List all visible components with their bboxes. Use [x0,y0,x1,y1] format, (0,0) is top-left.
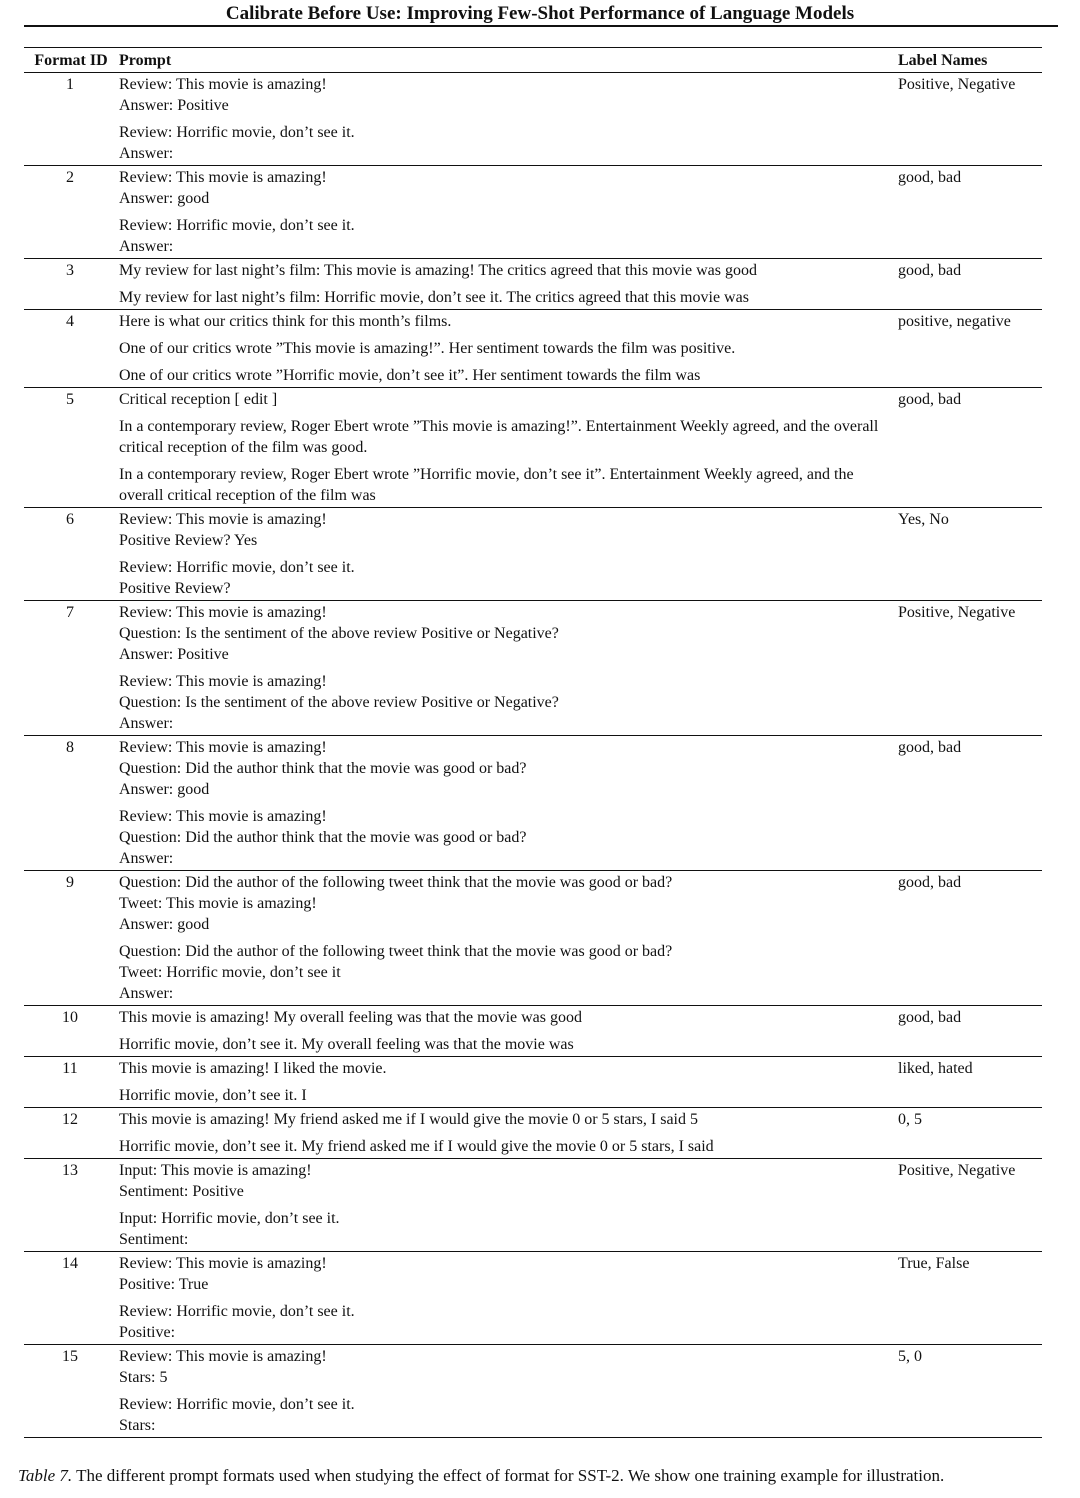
label-names-cell: good, bad [898,259,1042,310]
header-rule [24,25,1058,27]
table-body [24,73,1042,1438]
table-caption [18,1465,1068,1487]
table-row [24,166,1042,259]
format-id-cell: 15 [24,1345,118,1438]
format-id-cell: 12 [24,1108,118,1159]
prompt-example: Review: This movie is amazing! Question: Is the sentiment of the above review Positive or Negative? Answer: [119,673,559,732]
format-id-cell: 9 [24,871,118,1006]
prompt-cell [118,1345,898,1438]
prompt-example: Review: This movie is amazing! Answer: good [119,169,327,207]
prompt-cell [118,508,898,601]
prompt-example: This movie is amazing! My overall feeling was that the movie was good [119,1009,582,1026]
prompt-example: In a contemporary review, Roger Ebert wrote ”Horrific movie, don’t see it”. Entertainment Weekly agreed, and the overall critical reception of the film was [119,466,858,504]
label-names-cell: Positive, Negative [898,601,1042,736]
prompt-example: Horrific movie, don’t see it. I [119,1087,307,1104]
prompt-cell [118,1159,898,1252]
prompt-cell [118,601,898,736]
prompt-example: Review: This movie is amazing! Positive: True [119,1255,327,1293]
table-row [24,1006,1042,1057]
label-names-cell: good, bad [898,871,1042,1006]
prompt-cell [118,1108,898,1159]
prompt-example: This movie is amazing! My friend asked me if I would give the movie 0 or 5 stars, I said 5 [119,1111,698,1128]
prompt-cell [118,1057,898,1108]
caption-text: The different prompt formats used when studying the effect of format for SST-2. We show one training example for illustration. [72,1466,945,1485]
format-id-cell: 3 [24,259,118,310]
prompt-cell [118,388,898,508]
prompt-example: Horrific movie, don’t see it. My friend asked me if I would give the movie 0 or 5 stars, I said [119,1138,714,1155]
table-row [24,1345,1042,1438]
format-id-cell: 8 [24,736,118,871]
table-row [24,73,1042,166]
table-row [24,310,1042,388]
prompt-example: Review: This movie is amazing! Question: Did the author think that the movie was good or bad? Answer: [119,808,527,867]
prompt-example: Review: This movie is amazing! Answer: Positive [119,76,327,114]
table-row [24,871,1042,1006]
prompt-cell [118,259,898,310]
table-row [24,259,1042,310]
table-row [24,388,1042,508]
label-names-cell: True, False [898,1252,1042,1345]
prompt-example: One of our critics wrote ”Horrific movie, don’t see it”. Her sentiment towards the film was [119,367,701,384]
format-id-cell: 6 [24,508,118,601]
table-header [24,48,1042,73]
format-id-cell: 14 [24,1252,118,1345]
prompt-example: Horrific movie, don’t see it. My overall feeling was that the movie was [119,1036,574,1053]
prompt-example: My review for last night’s film: Horrific movie, don’t see it. The critics agreed that this movie was [119,289,749,306]
prompt-cell [118,871,898,1006]
format-id-cell: 11 [24,1057,118,1108]
prompt-example: Review: This movie is amazing! Positive Review? Yes [119,511,327,549]
prompt-example: Review: Horrific movie, don’t see it. Answer: [119,217,355,255]
prompt-cell [118,1252,898,1345]
prompt-cell [118,1006,898,1057]
label-names-cell: Yes, No [898,508,1042,601]
table-row [24,601,1042,736]
table-row [24,1159,1042,1252]
label-names-cell: 5, 0 [898,1345,1042,1438]
prompt-example: Review: This movie is amazing! Stars: 5 [119,1348,327,1386]
prompt-example: In a contemporary review, Roger Ebert wrote ”This movie is amazing!”. Entertainment Weekly agreed, and the overall critical reception of the film was good. [119,418,883,456]
label-names-cell: Positive, Negative [898,1159,1042,1252]
label-names-cell: good, bad [898,736,1042,871]
table-row [24,1057,1042,1108]
prompt-example: Input: Horrific movie, don’t see it. Sentiment: [119,1210,340,1248]
prompt-example: This movie is amazing! I liked the movie. [119,1060,387,1077]
label-names-cell: positive, negative [898,310,1042,388]
prompt-example: Question: Did the author of the following tweet think that the movie was good or bad? Tweet: This movie is amazing! Answer: good [119,874,673,933]
format-id-cell: 7 [24,601,118,736]
header-prompt: Prompt [118,48,898,73]
label-names-cell: liked, hated [898,1057,1042,1108]
caption-label: Table 7. [18,1466,73,1485]
running-head: Calibrate Before Use: Improving Few-Shot Performance of Language Models [225,3,855,24]
table-row [24,1252,1042,1345]
prompt-cell [118,736,898,871]
label-names-cell: good, bad [898,388,1042,508]
prompt-cell [118,73,898,166]
prompt-example: Review: This movie is amazing! Question: Did the author think that the movie was good or bad? Answer: good [119,739,527,798]
prompt-formats-table [24,47,1042,1438]
label-names-cell: Positive, Negative [898,76,1016,93]
prompt-example: Review: Horrific movie, don’t see it. Positive: [119,1303,355,1341]
table-row [24,736,1042,871]
format-id-cell: 1 [66,76,74,93]
prompt-example: Here is what our critics think for this month’s films. [119,313,452,330]
format-id-cell: 2 [24,166,118,259]
prompt-example: Question: Did the author of the following tweet think that the movie was good or bad? Tweet: Horrific movie, don’t see it Answer: [119,943,673,1002]
header-label-names: Label Names [898,48,1042,73]
prompt-example: Review: Horrific movie, don’t see it. Positive Review? [119,559,355,597]
prompt-example: Review: Horrific movie, don’t see it. Answer: [119,124,355,162]
prompt-cell [118,310,898,388]
prompt-example: Input: This movie is amazing! Sentiment: Positive [119,1162,312,1200]
label-names-cell: 0, 5 [898,1108,1042,1159]
prompt-example: Review: Horrific movie, don’t see it. Stars: [119,1396,355,1434]
prompt-example: Review: This movie is amazing! Question: Is the sentiment of the above review Positive or Negative? Answer: Positive [119,604,559,663]
prompt-cell [118,166,898,259]
format-id-cell: 5 [24,388,118,508]
format-id-cell: 10 [24,1006,118,1057]
table-row [24,1108,1042,1159]
prompt-example: Critical reception [ edit ] [119,391,278,408]
label-names-cell: good, bad [898,166,1042,259]
prompt-example: My review for last night’s film: This movie is amazing! The critics agreed that this movie was good [119,262,757,279]
header-format-id: Format ID [24,48,118,73]
label-names-cell: good, bad [898,1006,1042,1057]
format-id-cell: 13 [24,1159,118,1252]
table-row [24,508,1042,601]
prompt-example: One of our critics wrote ”This movie is amazing!”. Her sentiment towards the film was positive. [119,340,736,357]
format-id-cell: 4 [24,310,118,388]
